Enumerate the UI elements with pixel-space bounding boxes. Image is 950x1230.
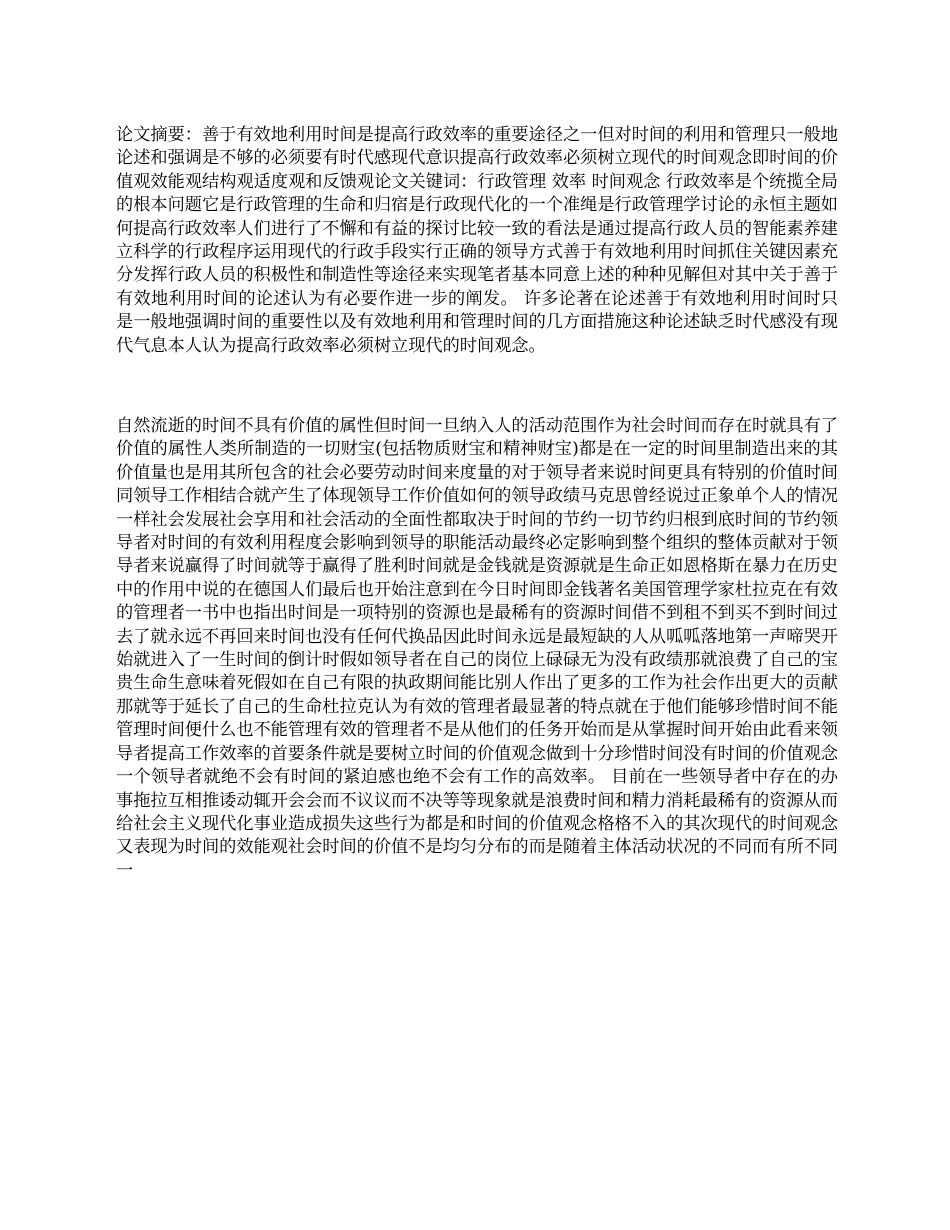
abstract-paragraph: 论文摘要：善于有效地利用时间是提高行政效率的重要途径之一但对时间的利用和管理只一般地论述和强调是不够的必须要有时代感现代意识提高行政效率必须树立现代的时间观念即时间的价值观效能观结构观适度观和反馈观论文关键词：行政管理 效率 时间观念 行政效率是个统揽全局的根本问题它是行政管理的生命和归宿是行政现代化的一个准绳是行政管理学讨论的永恒主题如何提高行政效率人们进行了不懈和有益的探讨比较一致的看法是通过提高行政人员的智能素养建立科学的行政程序运用现代的行政手段实行正确的领导方式善于有效地利用时间抓住关键因素充分发挥行政人员的积极性和制造性等途径来实现笔者基本同意上述的种种见解但对其中关于善于有效地利用时间的论述认为有必要作进一步的阐发。 许多论著在论述善于有效地利用时间时只是一般地强调时间的重要性以及有效地利用和管理时间的几方面措施这种论述缺乏时代感没有现代气息本人认为提高行政效率必须树立现代的时间观念。 bbox=[116, 125, 838, 356]
body-paragraph: 自然流逝的时间不具有价值的属性但时间一旦纳入人的活动范围作为社会时间而存在时就具有了价值的属性人类所制造的一切财宝(包括物质财宝和精神财宝)都是在一定的时间里制造出来的其价值量也是用其所包含的社会必要劳动时间来度量的对于领导者来说时间更具有特别的价值时间同领导工作相结合就产生了体现领导工作价值如何的领导政绩马克思曾经说过正象单个人的情况一样社会发展社会享用和社会活动的全面性都取决于时间的节约一切节约归根到底时间的节约领导者对时间的有效利用程度会影响到领导的职能活动最终必定影响到整个组织的整体贡献对于领导者来说赢得了时间就等于赢得了胜利时间就是金钱就是资源就是生命正如恩格斯在暴力在历史中的作用中说的在德国人们最后也开始注意到在今日时间即金钱著名美国管理学家杜拉克在有效的管理者一书中也指出时间是一项特别的资源也是最稀有的资源时间借不到租不到买不到时间过去了就永远不再回来时间也没有任何代换品因此时间永远是最短缺的人从呱呱落地第一声啼哭开始就进入了一生时间的倒计时假如领导者在自己的岗位上碌碌无为没有政绩那就浪费了自己的宝贵生命生意味着死假如在自己有限的执政期间能比别人作出了更多的工作为社会作出更大的贡献那就等于延长了自己的生命杜拉克认为有效的管理者最显著的特点就在于他们能够珍惜时间不能管理时间便什么也不能管理有效的管理者不是从他们的任务开始而是从掌握时间开始由此看来领导者提高工作效率的首要条件就是要树立时间的价值观念做到十分珍惜时间没有时间的价值观念一个领导者就绝不会有时间的紧迫感也绝不会有工作的高效率。 目前在一些领导者中存在的办事拖拉互相推诿动辄开会会而不议议而不决等等现象就是浪费时间和精力消耗最稀有的资源从而给社会主义现代化事业造成损失这些行为都是和时间的价值观念格格不入的其次现代的时间观念又表现为时间的效能观社会时间的价值不是均匀分布的而是随着主体活动状况的不同而有所不同一 bbox=[116, 416, 838, 881]
